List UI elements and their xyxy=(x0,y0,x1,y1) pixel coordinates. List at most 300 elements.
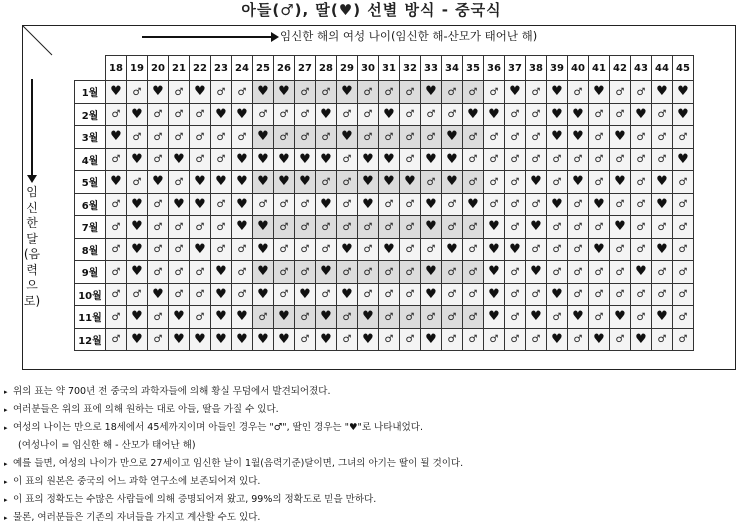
male-icon: ♂ xyxy=(610,328,631,351)
bullet-icon: ▸ xyxy=(4,424,8,432)
male-icon: ♂ xyxy=(358,126,379,149)
age-header-cell: 27 xyxy=(295,56,316,81)
male-icon: ♂ xyxy=(568,193,589,216)
heart-icon: ♥ xyxy=(211,103,232,126)
age-header-cell: 18 xyxy=(106,56,127,81)
heart-icon: ♥ xyxy=(589,238,610,261)
heart-icon: ♥ xyxy=(358,193,379,216)
male-icon: ♂ xyxy=(547,171,568,194)
male-icon: ♂ xyxy=(148,216,169,239)
heart-icon: ♥ xyxy=(421,216,442,239)
heart-icon: ♥ xyxy=(169,193,190,216)
heart-icon: ♥ xyxy=(673,81,694,104)
male-icon: ♂ xyxy=(673,216,694,239)
heart-icon: ♥ xyxy=(526,261,547,284)
male-icon: ♂ xyxy=(526,81,547,104)
month-header-cell: 11월 xyxy=(75,306,106,329)
heart-icon: ♥ xyxy=(358,148,379,171)
male-icon: ♂ xyxy=(211,148,232,171)
heart-icon: ♥ xyxy=(190,171,211,194)
heart-icon: ♥ xyxy=(505,238,526,261)
bullet-icon: ▸ xyxy=(4,406,8,414)
heart-icon: ♥ xyxy=(442,126,463,149)
month-header-cell: 5월 xyxy=(75,171,106,194)
heart-icon: ♥ xyxy=(148,81,169,104)
male-icon: ♂ xyxy=(400,148,421,171)
age-header-cell: 22 xyxy=(190,56,211,81)
male-icon: ♂ xyxy=(274,103,295,126)
heart-icon: ♥ xyxy=(379,148,400,171)
male-icon: ♂ xyxy=(148,261,169,284)
male-icon: ♂ xyxy=(295,126,316,149)
table-row xyxy=(75,328,694,351)
note-item: ▸ 여러분들은 위의 표에 의해 원하는 대로 아들, 딸을 가질 수 있다. xyxy=(4,401,739,419)
heart-icon: ♥ xyxy=(505,81,526,104)
age-header-cell: 25 xyxy=(253,56,274,81)
heart-icon: ♥ xyxy=(127,306,148,329)
male-icon: ♂ xyxy=(295,328,316,351)
heart-icon: ♥ xyxy=(589,193,610,216)
heart-icon: ♥ xyxy=(484,283,505,306)
male-icon: ♂ xyxy=(568,148,589,171)
male-icon: ♂ xyxy=(526,238,547,261)
heart-icon: ♥ xyxy=(316,261,337,284)
heart-icon: ♥ xyxy=(484,216,505,239)
male-icon: ♂ xyxy=(673,126,694,149)
note-item: ▸ 물론, 여러분들은 기존의 자녀들을 가지고 계산할 수도 있다. xyxy=(4,509,739,527)
male-icon: ♂ xyxy=(211,126,232,149)
male-icon: ♂ xyxy=(379,328,400,351)
age-header-cell: 24 xyxy=(232,56,253,81)
male-icon: ♂ xyxy=(463,328,484,351)
male-icon: ♂ xyxy=(442,283,463,306)
male-icon: ♂ xyxy=(631,216,652,239)
male-icon: ♂ xyxy=(274,126,295,149)
heart-icon: ♥ xyxy=(169,306,190,329)
heart-icon: ♥ xyxy=(442,148,463,171)
male-icon: ♂ xyxy=(211,193,232,216)
heart-icon: ♥ xyxy=(253,171,274,194)
male-icon: ♂ xyxy=(274,283,295,306)
male-icon: ♂ xyxy=(232,261,253,284)
male-icon: ♂ xyxy=(316,216,337,239)
heart-icon: ♥ xyxy=(295,148,316,171)
male-icon: ♂ xyxy=(463,81,484,104)
male-icon: ♂ xyxy=(337,103,358,126)
male-icon: ♂ xyxy=(631,283,652,306)
male-icon: ♂ xyxy=(190,103,211,126)
male-icon: ♂ xyxy=(610,283,631,306)
male-icon: ♂ xyxy=(295,81,316,104)
heart-icon: ♥ xyxy=(547,103,568,126)
heart-icon: ♥ xyxy=(316,328,337,351)
bullet-icon: ▸ xyxy=(4,460,8,468)
male-icon: ♂ xyxy=(484,193,505,216)
male-icon: ♂ xyxy=(127,81,148,104)
gender-chart xyxy=(22,25,736,370)
age-header-cell: 43 xyxy=(631,56,652,81)
male-icon: ♂ xyxy=(106,193,127,216)
heart-icon: ♥ xyxy=(169,148,190,171)
male-icon: ♂ xyxy=(589,171,610,194)
heart-icon: ♥ xyxy=(442,171,463,194)
male-icon: ♂ xyxy=(169,216,190,239)
male-icon: ♂ xyxy=(505,103,526,126)
male-icon: ♂ xyxy=(505,306,526,329)
male-icon: ♂ xyxy=(358,81,379,104)
male-icon: ♂ xyxy=(337,148,358,171)
male-icon: ♂ xyxy=(610,103,631,126)
heart-icon: ♥ xyxy=(652,171,673,194)
heart-icon: ♥ xyxy=(358,171,379,194)
table-row xyxy=(75,81,694,104)
heart-icon: ♥ xyxy=(379,171,400,194)
male-icon: ♂ xyxy=(316,81,337,104)
heart-icon: ♥ xyxy=(232,193,253,216)
heart-icon: ♥ xyxy=(484,238,505,261)
age-axis-header xyxy=(22,25,734,49)
heart-icon: ♥ xyxy=(421,193,442,216)
heart-icon: ♥ xyxy=(358,306,379,329)
male-icon: ♂ xyxy=(652,261,673,284)
male-icon: ♂ xyxy=(652,283,673,306)
male-icon: ♂ xyxy=(631,148,652,171)
heart-icon: ♥ xyxy=(232,171,253,194)
note-item: ▸ 이 표의 정확도는 수많은 사람들에 의해 증명되어져 왔고, 99%의 정확도로 믿을 만하다. xyxy=(4,491,739,509)
heart-icon: ♥ xyxy=(337,81,358,104)
age-header-cell: 38 xyxy=(526,56,547,81)
heart-icon: ♥ xyxy=(547,81,568,104)
heart-icon: ♥ xyxy=(379,103,400,126)
male-icon: ♂ xyxy=(169,126,190,149)
note-item: (여성나이 = 임신한 해 - 산모가 태어난 해) xyxy=(18,440,196,451)
male-icon: ♂ xyxy=(505,126,526,149)
heart-icon: ♥ xyxy=(148,171,169,194)
heart-icon: ♥ xyxy=(652,238,673,261)
male-icon: ♂ xyxy=(568,238,589,261)
male-icon: ♂ xyxy=(253,193,274,216)
male-icon: ♂ xyxy=(148,238,169,261)
male-icon: ♂ xyxy=(148,193,169,216)
male-icon: ♂ xyxy=(610,148,631,171)
age-header-cell: 40 xyxy=(568,56,589,81)
male-icon: ♂ xyxy=(400,328,421,351)
age-header-cell: 36 xyxy=(484,56,505,81)
male-icon: ♂ xyxy=(316,126,337,149)
male-icon: ♂ xyxy=(274,216,295,239)
age-header-cell: 42 xyxy=(610,56,631,81)
male-icon: ♂ xyxy=(337,261,358,284)
heart-icon: ♥ xyxy=(127,193,148,216)
heart-icon: ♥ xyxy=(652,193,673,216)
male-icon: ♂ xyxy=(610,193,631,216)
age-header-cell: 28 xyxy=(316,56,337,81)
male-icon: ♂ xyxy=(463,171,484,194)
male-icon: ♂ xyxy=(379,216,400,239)
table-row xyxy=(75,306,694,329)
heart-icon: ♥ xyxy=(232,148,253,171)
male-icon: ♂ xyxy=(547,306,568,329)
male-icon: ♂ xyxy=(673,238,694,261)
male-icon: ♂ xyxy=(337,216,358,239)
male-icon: ♂ xyxy=(190,148,211,171)
heart-icon: ♥ xyxy=(484,306,505,329)
male-icon: ♂ xyxy=(505,216,526,239)
male-icon: ♂ xyxy=(232,283,253,306)
male-icon: ♂ xyxy=(652,328,673,351)
male-icon: ♂ xyxy=(379,261,400,284)
male-icon: ♂ xyxy=(547,148,568,171)
age-header-cell: 33 xyxy=(421,56,442,81)
male-icon: ♂ xyxy=(631,171,652,194)
heart-icon: ♥ xyxy=(547,283,568,306)
male-icon: ♂ xyxy=(295,103,316,126)
male-icon: ♂ xyxy=(169,238,190,261)
male-icon: ♂ xyxy=(106,216,127,239)
heart-icon: ♥ xyxy=(190,238,211,261)
heart-icon: ♥ xyxy=(106,126,127,149)
male-icon: ♂ xyxy=(610,81,631,104)
male-icon: ♂ xyxy=(526,126,547,149)
male-icon: ♂ xyxy=(631,126,652,149)
heart-icon: ♥ xyxy=(631,328,652,351)
male-icon: ♂ xyxy=(442,81,463,104)
age-header-cell: 32 xyxy=(400,56,421,81)
month-axis-header xyxy=(22,75,42,365)
age-header-cell: 19 xyxy=(127,56,148,81)
male-icon: ♂ xyxy=(463,283,484,306)
heart-icon: ♥ xyxy=(589,81,610,104)
male-icon: ♂ xyxy=(505,148,526,171)
heart-icon: ♥ xyxy=(232,103,253,126)
male-icon: ♂ xyxy=(400,238,421,261)
table-row xyxy=(75,103,694,126)
male-icon: ♂ xyxy=(484,126,505,149)
bullet-icon: ▸ xyxy=(4,496,8,504)
male-icon: ♂ xyxy=(421,171,442,194)
male-icon: ♂ xyxy=(295,238,316,261)
heart-icon: ♥ xyxy=(274,81,295,104)
heart-icon: ♥ xyxy=(127,103,148,126)
heart-icon: ♥ xyxy=(106,81,127,104)
heart-icon: ♥ xyxy=(652,81,673,104)
heart-icon: ♥ xyxy=(358,328,379,351)
heart-icon: ♥ xyxy=(568,103,589,126)
heart-icon: ♥ xyxy=(169,328,190,351)
male-icon: ♂ xyxy=(400,103,421,126)
male-icon: ♂ xyxy=(484,171,505,194)
male-icon: ♂ xyxy=(253,103,274,126)
table-row xyxy=(75,216,694,239)
age-header-cell: 34 xyxy=(442,56,463,81)
age-axis-label: 임신한 해의 여성 나이(임신한 해-산모가 태어난 해) xyxy=(280,29,538,43)
heart-icon: ♥ xyxy=(190,81,211,104)
male-icon: ♂ xyxy=(568,216,589,239)
heart-icon: ♥ xyxy=(253,328,274,351)
heart-icon: ♥ xyxy=(274,328,295,351)
table-row xyxy=(75,126,694,149)
table-row xyxy=(75,148,694,171)
heart-icon: ♥ xyxy=(610,306,631,329)
male-icon: ♂ xyxy=(400,261,421,284)
heart-icon: ♥ xyxy=(673,148,694,171)
male-icon: ♂ xyxy=(442,216,463,239)
bullet-icon: ▸ xyxy=(4,388,8,396)
male-icon: ♂ xyxy=(421,126,442,149)
male-icon: ♂ xyxy=(652,103,673,126)
male-icon: ♂ xyxy=(505,171,526,194)
month-header-cell: 8월 xyxy=(75,238,106,261)
male-icon: ♂ xyxy=(421,103,442,126)
heart-icon: ♥ xyxy=(673,103,694,126)
male-icon: ♂ xyxy=(106,148,127,171)
male-icon: ♂ xyxy=(253,306,274,329)
male-icon: ♂ xyxy=(148,103,169,126)
male-icon: ♂ xyxy=(211,81,232,104)
heart-icon: ♥ xyxy=(526,306,547,329)
heart-icon: ♥ xyxy=(589,328,610,351)
note-item: ▸ 여성의 나이는 만으로 18세에서 45세까지이며 아들인 경우는 "♂", 딸인 경우는 "♥"로 나타내었다. xyxy=(4,419,739,437)
male-icon: ♂ xyxy=(148,328,169,351)
month-header-cell: 12월 xyxy=(75,328,106,351)
male-icon: ♂ xyxy=(337,306,358,329)
heart-icon: ♥ xyxy=(232,306,253,329)
month-header-cell: 9월 xyxy=(75,261,106,284)
male-icon: ♂ xyxy=(652,216,673,239)
age-header-cell: 45 xyxy=(673,56,694,81)
male-icon: ♂ xyxy=(316,283,337,306)
male-icon: ♂ xyxy=(379,81,400,104)
heart-icon: ♥ xyxy=(127,148,148,171)
male-icon: ♂ xyxy=(106,306,127,329)
male-icon: ♂ xyxy=(442,261,463,284)
heart-icon: ♥ xyxy=(610,126,631,149)
male-icon: ♂ xyxy=(148,148,169,171)
heart-icon: ♥ xyxy=(232,328,253,351)
heart-icon: ♥ xyxy=(190,328,211,351)
heart-icon: ♥ xyxy=(253,216,274,239)
heart-icon: ♥ xyxy=(127,238,148,261)
heart-icon: ♥ xyxy=(631,103,652,126)
heart-icon: ♥ xyxy=(274,148,295,171)
male-icon: ♂ xyxy=(568,261,589,284)
month-header-cell: 2월 xyxy=(75,103,106,126)
male-icon: ♂ xyxy=(589,103,610,126)
male-icon: ♂ xyxy=(106,283,127,306)
heart-icon: ♥ xyxy=(253,81,274,104)
heart-icon: ♥ xyxy=(526,171,547,194)
male-icon: ♂ xyxy=(337,193,358,216)
male-icon: ♂ xyxy=(358,283,379,306)
male-icon: ♂ xyxy=(652,126,673,149)
male-icon: ♂ xyxy=(379,306,400,329)
heart-icon: ♥ xyxy=(610,216,631,239)
age-header-cell: 26 xyxy=(274,56,295,81)
male-icon: ♂ xyxy=(379,283,400,306)
heart-icon: ♥ xyxy=(211,306,232,329)
male-icon: ♂ xyxy=(400,306,421,329)
heart-icon: ♥ xyxy=(274,171,295,194)
bullet-icon: ▸ xyxy=(4,514,8,522)
male-icon: ♂ xyxy=(547,238,568,261)
right-arrow-icon xyxy=(142,36,277,38)
male-icon: ♂ xyxy=(547,261,568,284)
heart-icon: ♥ xyxy=(421,283,442,306)
heart-icon: ♥ xyxy=(190,193,211,216)
male-icon: ♂ xyxy=(463,306,484,329)
male-icon: ♂ xyxy=(526,193,547,216)
month-axis-label: 임신한달(음력으로) xyxy=(23,185,41,308)
male-icon: ♂ xyxy=(421,306,442,329)
heart-icon: ♥ xyxy=(106,171,127,194)
male-icon: ♂ xyxy=(505,283,526,306)
male-icon: ♂ xyxy=(148,306,169,329)
male-icon: ♂ xyxy=(589,148,610,171)
male-icon: ♂ xyxy=(274,193,295,216)
heart-icon: ♥ xyxy=(547,126,568,149)
male-icon: ♂ xyxy=(274,238,295,261)
male-icon: ♂ xyxy=(463,238,484,261)
male-icon: ♂ xyxy=(274,261,295,284)
male-icon: ♂ xyxy=(400,283,421,306)
male-icon: ♂ xyxy=(505,328,526,351)
table-row xyxy=(75,238,694,261)
male-icon: ♂ xyxy=(295,261,316,284)
heart-icon: ♥ xyxy=(127,328,148,351)
male-icon: ♂ xyxy=(526,328,547,351)
male-icon: ♂ xyxy=(169,103,190,126)
heart-icon: ♥ xyxy=(421,261,442,284)
table-row xyxy=(75,283,694,306)
male-icon: ♂ xyxy=(169,171,190,194)
male-icon: ♂ xyxy=(337,171,358,194)
age-header-cell: 30 xyxy=(358,56,379,81)
heart-icon: ♥ xyxy=(316,193,337,216)
heart-icon: ♥ xyxy=(547,328,568,351)
month-header-cell: 3월 xyxy=(75,126,106,149)
heart-icon: ♥ xyxy=(253,126,274,149)
male-icon: ♂ xyxy=(190,261,211,284)
age-header-cell: 44 xyxy=(652,56,673,81)
heart-icon: ♥ xyxy=(274,306,295,329)
male-icon: ♂ xyxy=(190,126,211,149)
age-header-cell: 20 xyxy=(148,56,169,81)
male-icon: ♂ xyxy=(211,216,232,239)
male-icon: ♂ xyxy=(442,193,463,216)
heart-icon: ♥ xyxy=(316,306,337,329)
male-icon: ♂ xyxy=(673,171,694,194)
male-icon: ♂ xyxy=(232,81,253,104)
heart-icon: ♥ xyxy=(421,81,442,104)
male-icon: ♂ xyxy=(673,193,694,216)
male-icon: ♂ xyxy=(463,148,484,171)
month-header-cell: 6월 xyxy=(75,193,106,216)
table-row xyxy=(75,171,694,194)
heart-icon: ♥ xyxy=(337,126,358,149)
male-icon: ♂ xyxy=(106,261,127,284)
heart-icon: ♥ xyxy=(463,103,484,126)
heart-icon: ♥ xyxy=(547,193,568,216)
male-icon: ♂ xyxy=(484,148,505,171)
bullet-icon: ▸ xyxy=(4,478,8,486)
age-header-cell: 21 xyxy=(169,56,190,81)
age-header-cell: 39 xyxy=(547,56,568,81)
male-icon: ♂ xyxy=(421,238,442,261)
male-icon: ♂ xyxy=(400,81,421,104)
age-header-cell: 29 xyxy=(337,56,358,81)
male-icon: ♂ xyxy=(589,126,610,149)
male-icon: ♂ xyxy=(526,283,547,306)
